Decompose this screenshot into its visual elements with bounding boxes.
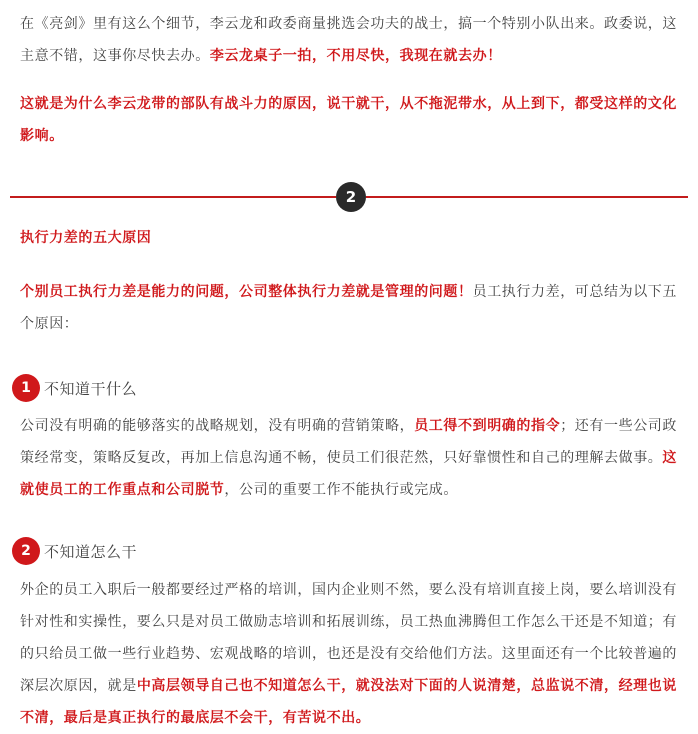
intro-paragraph [20, 8, 680, 72]
reason-2-highlight-a: 中高层领导自己也不知道怎么干，就没法对下面的人说清楚，总监说不清，经理也说不清，最后是真正执行的最底层不会干，有苦说不出。 [20, 678, 678, 726]
divider-number-badge: 2 [336, 182, 366, 212]
section-title: 执行力差的五大原因 [20, 230, 152, 246]
reason-1-text-b: ；还有一些公司政策经常变，策略反复改，再加上信息沟通不畅，使员工们很茫然，只好靠惯性和自己的理解去做事。 [20, 418, 678, 466]
reason-1-highlight-b: 这就使员工的工作重点和公司脱节 [20, 450, 678, 498]
lead-highlight: 个别员工执行力差是能力的问题，公司整体执行力差就是管理的问题！ [20, 284, 473, 300]
reason-2-text-a: 外企的员工入职后一般都要经过严格的培训，国内企业则不然，要么没有培训直接上岗，要么培训没有针对性和实操性，要么只是对员工做励志培训和拓展训练，员工热血沸腾但工作怎么干还是不知道；有的只给员工做一些行业趋势、宏观战略的培训，也还是没有交给他们方法。这里面还有一个比较普遍的深层次原因，就是 [20, 582, 677, 694]
reason-heading-1 [12, 373, 137, 403]
intro-highlight: 李云龙桌子一拍，不用尽快，我现在就去办！ [209, 48, 502, 64]
intro-text: 在《亮剑》里有这么个细节，李云龙和政委商量挑选会功夫的战士，搞一个特别小队出来。政委说，这主意不错，这事你尽快去办。 [20, 16, 677, 64]
lead-paragraph [20, 276, 680, 340]
reason-title: 不知道干什么 [44, 379, 138, 398]
reason-1-highlight-a: 员工得不到明确的指令 [414, 418, 561, 434]
reason-1-text-a: 公司没有明确的能够落实的战略规划，没有明确的营销策略， [20, 418, 415, 434]
reason-number-badge: 1 [12, 374, 40, 402]
reason-number-badge: 2 [12, 537, 40, 565]
reason-1-paragraph [20, 410, 680, 506]
divider-line-right [366, 196, 688, 198]
reason-heading-2 [12, 536, 137, 566]
section-divider [10, 182, 688, 212]
reason-2-paragraph [20, 574, 680, 734]
reason-1-text-c: ，公司的重要工作不能执行或完成。 [224, 482, 459, 498]
reason-title: 不知道怎么干 [44, 542, 138, 561]
lead-text: 员工执行力差，可总结为以下五个原因： [20, 284, 678, 332]
divider-line-left [10, 196, 336, 198]
summary-paragraph: 这就是为什么李云龙带的部队有战斗力的原因，说干就干，从不拖泥带水，从上到下，都受这样的文化影响。 [20, 96, 677, 144]
